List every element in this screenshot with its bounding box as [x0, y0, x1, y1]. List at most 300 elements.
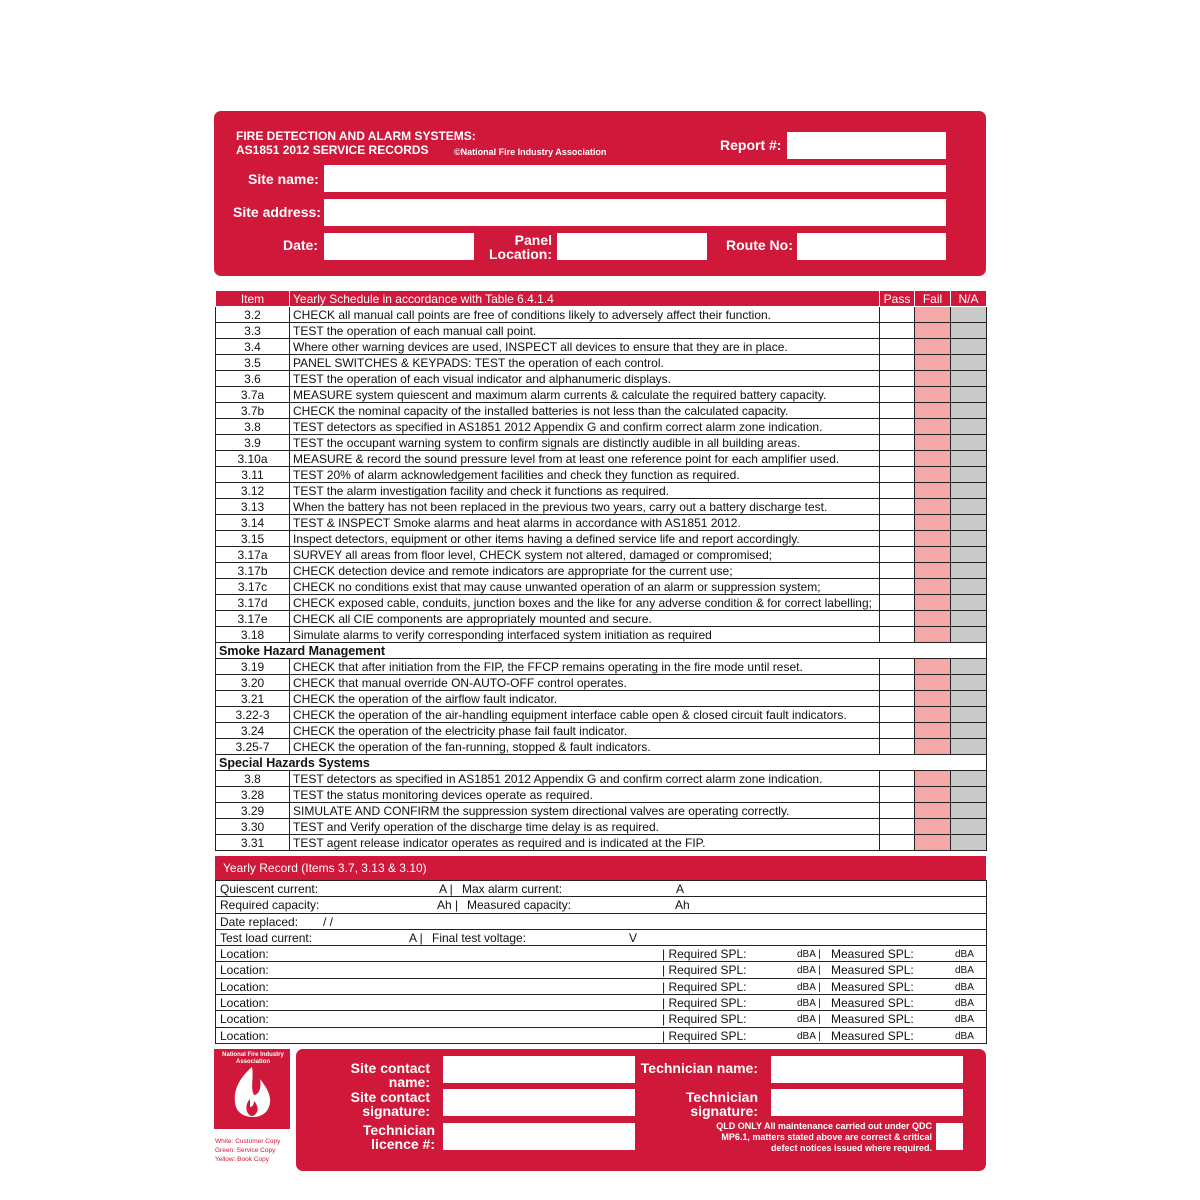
table-row — [216, 307, 987, 323]
fail-checkbox[interactable] — [915, 531, 951, 547]
item-cell: 3.8 — [216, 771, 290, 787]
yearly-record-table — [215, 880, 987, 1044]
qld-checkbox[interactable] — [936, 1123, 963, 1150]
table-row — [216, 403, 987, 419]
na-checkbox[interactable] — [951, 355, 987, 371]
item-cell: 3.18 — [216, 627, 290, 643]
description-cell: SURVEY all areas from floor level, CHECK system not altered, damaged or compromised; — [290, 547, 880, 563]
measured-spl-label: Measured SPL: — [831, 1012, 914, 1027]
table-row — [216, 531, 987, 547]
pass-checkbox[interactable] — [880, 563, 915, 579]
pass-checkbox[interactable] — [880, 307, 915, 323]
pass-checkbox[interactable] — [880, 323, 915, 339]
fail-checkbox[interactable] — [915, 419, 951, 435]
col-na: N/A — [951, 291, 987, 307]
item-cell: 3.24 — [216, 723, 290, 739]
table-header-row — [216, 291, 987, 307]
description-cell: CHECK exposed cable, conduits, junction boxes and the like for any adverse condition & for correct labelling; — [290, 595, 880, 611]
na-checkbox[interactable] — [951, 531, 987, 547]
pass-checkbox[interactable] — [880, 451, 915, 467]
item-cell: 3.3 — [216, 323, 290, 339]
fail-checkbox[interactable] — [915, 723, 951, 739]
pass-checkbox[interactable] — [880, 659, 915, 675]
na-checkbox[interactable] — [951, 435, 987, 451]
measured-capacity-label: Measured capacity: — [467, 898, 572, 913]
unit-ah-end: Ah — [675, 898, 690, 913]
copy-green: Green: Service Copy — [215, 1147, 276, 1154]
fail-checkbox[interactable] — [915, 387, 951, 403]
site-contact-name-input[interactable] — [443, 1056, 635, 1083]
pass-checkbox[interactable] — [880, 483, 915, 499]
item-cell: 3.4 — [216, 339, 290, 355]
route-label: Route No: — [726, 237, 793, 253]
item-cell: 3.7a — [216, 387, 290, 403]
date-label: Date: — [283, 237, 319, 253]
na-checkbox[interactable] — [951, 579, 987, 595]
measured-spl-label: Measured SPL: — [831, 979, 914, 994]
fail-checkbox[interactable] — [915, 819, 951, 835]
title-line-2: AS1851 2012 SERVICE RECORDS — [236, 143, 429, 157]
fail-checkbox[interactable] — [915, 579, 951, 595]
table-row — [216, 659, 987, 675]
location-label: Location: — [220, 996, 269, 1011]
pass-checkbox[interactable] — [880, 499, 915, 515]
fail-checkbox[interactable] — [915, 307, 951, 323]
description-cell: CHECK all CIE components are appropriately mounted and secure. — [290, 611, 880, 627]
na-checkbox[interactable] — [951, 739, 987, 755]
fail-checkbox[interactable] — [915, 803, 951, 819]
item-cell: 3.17c — [216, 579, 290, 595]
yearly-record-header — [215, 856, 986, 880]
description-cell: CHECK that after initiation from the FIP, the FFCP remains operating in the fire mode until reset. — [290, 659, 880, 675]
description-cell: CHECK the operation of the air-handling equipment interface cable open & closed circuit fault indicators. — [290, 707, 880, 723]
pass-checkbox[interactable] — [880, 819, 915, 835]
na-checkbox[interactable] — [951, 483, 987, 499]
pass-checkbox[interactable] — [880, 515, 915, 531]
na-checkbox[interactable] — [951, 419, 987, 435]
technician-name-input[interactable] — [771, 1056, 963, 1083]
item-cell: 3.25-7 — [216, 739, 290, 755]
dba-unit: dBA | — [797, 949, 821, 961]
pass-checkbox[interactable] — [880, 723, 915, 739]
description-cell: CHECK the operation of the electricity phase fail fault indicator. — [290, 723, 880, 739]
fail-checkbox[interactable] — [915, 787, 951, 803]
unit-a-2: A | — [409, 930, 423, 945]
location-row — [216, 946, 987, 962]
site-name-label: Site name: — [248, 171, 319, 187]
qld-statement: QLD ONLY All maintenance carried out under QDC MP6.1, matters stated above are correct & critical defect notices issued where required. — [716, 1121, 932, 1153]
na-checkbox[interactable] — [951, 451, 987, 467]
item-cell: 3.7b — [216, 403, 290, 419]
description-cell: TEST the alarm investigation facility and check it functions as required. — [290, 483, 880, 499]
fail-checkbox[interactable] — [915, 611, 951, 627]
item-cell: 3.12 — [216, 483, 290, 499]
item-cell: 3.19 — [216, 659, 290, 675]
technician-signature-label: Technician signature: — [685, 1089, 758, 1119]
na-checkbox[interactable] — [951, 803, 987, 819]
required-spl-label: | Required SPL: — [662, 1028, 747, 1043]
table-row — [216, 483, 987, 499]
na-checkbox[interactable] — [951, 595, 987, 611]
description-cell: MEASURE & record the sound pressure level from at least one reference point for each amplifier used. — [290, 451, 880, 467]
col-description: Yearly Schedule in accordance with Table 6.4.1.4 — [290, 291, 880, 307]
item-cell: 3.8 — [216, 419, 290, 435]
nfia-logo — [214, 1049, 290, 1129]
na-checkbox[interactable] — [951, 323, 987, 339]
table-row — [216, 771, 987, 787]
table-row — [216, 515, 987, 531]
panel-location-label: Panel Location: — [489, 232, 552, 262]
description-cell: TEST detectors as specified in AS1851 2012 Appendix G and confirm correct alarm zone indication. — [290, 771, 880, 787]
table-row — [216, 499, 987, 515]
table-row — [216, 611, 987, 627]
copyright: ©National Fire Industry Association — [454, 147, 607, 157]
description-cell: TEST the operation of each visual indicator and alphanumeric displays. — [290, 371, 880, 387]
site-contact-signature-input[interactable] — [443, 1089, 635, 1116]
description-cell: MEASURE system quiescent and maximum alarm currents & calculate the required battery capacity. — [290, 387, 880, 403]
description-cell: CHECK all manual call points are free of conditions likely to adversely affect their function. — [290, 307, 880, 323]
title-line-1: FIRE DETECTION AND ALARM SYSTEMS: — [236, 129, 476, 143]
table-row — [216, 739, 987, 755]
site-contact-signature-label: Site contact signature: — [350, 1089, 430, 1119]
na-checkbox[interactable] — [951, 787, 987, 803]
technician-signature-input[interactable] — [771, 1089, 963, 1116]
table-row — [216, 691, 987, 707]
pass-checkbox[interactable] — [880, 739, 915, 755]
pass-checkbox[interactable] — [880, 547, 915, 563]
pass-checkbox[interactable] — [880, 835, 915, 851]
na-checkbox[interactable] — [951, 611, 987, 627]
location-cell[interactable] — [216, 978, 987, 994]
description-cell: CHECK the nominal capacity of the installed batteries is not less than the calculated capacity. — [290, 403, 880, 419]
location-row — [216, 995, 987, 1011]
table-row — [216, 451, 987, 467]
table-row — [216, 723, 987, 739]
na-checkbox[interactable] — [951, 723, 987, 739]
description-cell: TEST 20% of alarm acknowledgement facilities and check they function as required. — [290, 467, 880, 483]
fail-checkbox[interactable] — [915, 627, 951, 643]
measured-spl-label: Measured SPL: — [831, 1028, 914, 1043]
special-section-heading: Special Hazards Systems — [216, 755, 987, 771]
pass-checkbox[interactable] — [880, 803, 915, 819]
na-checkbox[interactable] — [951, 659, 987, 675]
dba-unit-end: dBA — [955, 1014, 974, 1026]
location-cell[interactable] — [216, 1011, 987, 1027]
table-row — [216, 467, 987, 483]
location-row — [216, 1027, 987, 1043]
fail-checkbox[interactable] — [915, 691, 951, 707]
item-cell: 3.30 — [216, 819, 290, 835]
quiescent-row — [216, 881, 987, 897]
location-cell[interactable] — [216, 962, 987, 978]
required-spl-label: | Required SPL: — [662, 979, 747, 994]
pass-checkbox[interactable] — [880, 403, 915, 419]
description-cell: TEST agent release indicator operates as required and is indicated at the FIP. — [290, 835, 880, 851]
report-label: Report #: — [720, 137, 782, 153]
description-cell: TEST the status monitoring devices operate as required. — [290, 787, 880, 803]
table-row — [216, 547, 987, 563]
logo-country: Australia — [264, 1124, 290, 1130]
unit-v: V — [629, 930, 638, 945]
technician-name-label: Technician name: — [640, 1060, 758, 1076]
fail-checkbox[interactable] — [915, 675, 951, 691]
pass-checkbox[interactable] — [880, 595, 915, 611]
description-cell: CHECK the operation of the fan-running, stopped & fault indicators. — [290, 739, 880, 755]
na-checkbox[interactable] — [951, 339, 987, 355]
pass-checkbox[interactable] — [880, 531, 915, 547]
item-cell: 3.21 — [216, 691, 290, 707]
smoke-section-heading: Smoke Hazard Management — [216, 643, 987, 659]
smoke-section-row — [216, 643, 987, 659]
required-spl-label: | Required SPL: — [662, 996, 747, 1011]
logo-text: National Fire Industry Association — [222, 1052, 284, 1065]
table-row — [216, 563, 987, 579]
description-cell: Where other warning devices are used, INSPECT all devices to ensure that they are in place. — [290, 339, 880, 355]
na-checkbox[interactable] — [951, 307, 987, 323]
table-row — [216, 707, 987, 723]
copy-white: White: Customer Copy — [215, 1138, 281, 1145]
site-contact-name-label: Site contact name: — [350, 1060, 430, 1090]
form-title — [236, 129, 476, 157]
item-cell: 3.10a — [216, 451, 290, 467]
pass-checkbox[interactable] — [880, 419, 915, 435]
pass-checkbox[interactable] — [880, 611, 915, 627]
na-checkbox[interactable] — [951, 627, 987, 643]
quiescent-label: Quiescent current: — [220, 882, 319, 896]
description-cell: CHECK no conditions exist that may cause unwanted operation of an alarm or suppression system; — [290, 579, 880, 595]
required-capacity-label: Required capacity: — [220, 898, 320, 913]
required-spl-label: | Required SPL: — [662, 963, 747, 978]
na-checkbox[interactable] — [951, 819, 987, 835]
item-cell: 3.17b — [216, 563, 290, 579]
special-section-row — [216, 755, 987, 771]
col-pass: Pass — [880, 291, 915, 307]
fail-checkbox[interactable] — [915, 483, 951, 499]
na-checkbox[interactable] — [951, 675, 987, 691]
table-row — [216, 387, 987, 403]
table-row — [216, 579, 987, 595]
test-load-row — [216, 929, 987, 945]
item-cell: 3.9 — [216, 435, 290, 451]
location-cell[interactable] — [216, 1027, 987, 1043]
table-row — [216, 787, 987, 803]
fail-checkbox[interactable] — [915, 547, 951, 563]
dba-unit-end: dBA — [955, 1030, 974, 1042]
item-cell: 3.15 — [216, 531, 290, 547]
description-cell: Inspect detectors, equipment or other items having a defined service life and report accordingly. — [290, 531, 880, 547]
final-voltage-label: Final test voltage: — [432, 930, 527, 945]
na-checkbox[interactable] — [951, 835, 987, 851]
pass-checkbox[interactable] — [880, 771, 915, 787]
yearly-schedule-table — [215, 290, 987, 851]
table-row — [216, 339, 987, 355]
required-spl-label: | Required SPL: — [662, 947, 747, 962]
panel-location-input[interactable] — [557, 233, 707, 260]
measured-spl-label: Measured SPL: — [831, 963, 914, 978]
unit-a-end: A — [676, 882, 685, 896]
pass-checkbox[interactable] — [880, 787, 915, 803]
required-spl-label: | Required SPL: — [662, 1012, 747, 1027]
fail-checkbox[interactable] — [915, 467, 951, 483]
pass-checkbox[interactable] — [880, 675, 915, 691]
pass-checkbox[interactable] — [880, 387, 915, 403]
description-cell: CHECK that manual override ON-AUTO-OFF control operates. — [290, 675, 880, 691]
description-cell: TEST detectors as specified in AS1851 2012 Appendix G and confirm correct alarm zone indication. — [290, 419, 880, 435]
na-checkbox[interactable] — [951, 771, 987, 787]
unit-ah: Ah | — [437, 898, 459, 913]
fail-checkbox[interactable] — [915, 771, 951, 787]
item-cell: 3.14 — [216, 515, 290, 531]
location-row — [216, 978, 987, 994]
site-name-input[interactable] — [324, 165, 946, 192]
fail-checkbox[interactable] — [915, 323, 951, 339]
signature-panel — [296, 1049, 986, 1171]
location-cell[interactable] — [216, 995, 987, 1011]
dba-unit-end: dBA — [955, 998, 974, 1010]
capacity-row — [216, 897, 987, 913]
route-input[interactable] — [797, 233, 946, 260]
na-checkbox[interactable] — [951, 547, 987, 563]
fail-checkbox[interactable] — [915, 355, 951, 371]
na-checkbox[interactable] — [951, 563, 987, 579]
date-replaced-row — [216, 913, 987, 929]
table-row — [216, 675, 987, 691]
description-cell: When the battery has not been replaced in the previous two years, carry out a battery discharge test. — [290, 499, 880, 515]
fail-checkbox[interactable] — [915, 339, 951, 355]
item-cell: 3.22-3 — [216, 707, 290, 723]
copy-yellow: Yellow: Book Copy — [215, 1156, 269, 1163]
na-checkbox[interactable] — [951, 515, 987, 531]
location-label: Location: — [220, 1028, 269, 1043]
location-row — [216, 1011, 987, 1027]
dba-unit-end: dBA — [955, 949, 974, 961]
date-input[interactable] — [324, 233, 474, 260]
dba-unit: dBA | — [797, 981, 821, 993]
fail-checkbox[interactable] — [915, 739, 951, 755]
description-cell: TEST & INSPECT Smoke alarms and heat alarms in accordance with AS1851 2012. — [290, 515, 880, 531]
fail-checkbox[interactable] — [915, 515, 951, 531]
date-separators: / / — [323, 914, 334, 929]
pass-checkbox[interactable] — [880, 579, 915, 595]
fail-checkbox[interactable] — [915, 563, 951, 579]
site-address-input[interactable] — [324, 199, 946, 226]
table-row — [216, 323, 987, 339]
description-cell: CHECK the operation of the airflow fault indicator. — [290, 691, 880, 707]
table-row — [216, 419, 987, 435]
flame-icon — [214, 1049, 290, 1129]
table-row — [216, 355, 987, 371]
description-cell: TEST the operation of each manual call point. — [290, 323, 880, 339]
table-row — [216, 595, 987, 611]
na-checkbox[interactable] — [951, 371, 987, 387]
dba-unit-end: dBA — [955, 965, 974, 977]
item-cell: 3.5 — [216, 355, 290, 371]
item-cell: 3.31 — [216, 835, 290, 851]
fail-checkbox[interactable] — [915, 451, 951, 467]
fail-checkbox[interactable] — [915, 435, 951, 451]
na-checkbox[interactable] — [951, 387, 987, 403]
table-row — [216, 627, 987, 643]
yearly-record-title: Yearly Record (Items 3.7, 3.13 & 3.10) — [223, 861, 427, 875]
description-cell: TEST the occupant warning system to confirm signals are distinctly audible in all building areas. — [290, 435, 880, 451]
pass-checkbox[interactable] — [880, 355, 915, 371]
location-label: Location: — [220, 1012, 269, 1027]
item-cell: 3.2 — [216, 307, 290, 323]
na-checkbox[interactable] — [951, 467, 987, 483]
pass-checkbox[interactable] — [880, 339, 915, 355]
item-cell: 3.28 — [216, 787, 290, 803]
na-checkbox[interactable] — [951, 403, 987, 419]
table-row — [216, 435, 987, 451]
item-cell: 3.11 — [216, 467, 290, 483]
description-cell: Simulate alarms to verify corresponding interfaced system initiation as required — [290, 627, 880, 643]
table-row — [216, 371, 987, 387]
technician-licence-label: Technician licence #: — [362, 1122, 435, 1152]
report-number-input[interactable] — [787, 132, 946, 159]
pass-checkbox[interactable] — [880, 627, 915, 643]
measured-spl-label: Measured SPL: — [831, 996, 914, 1011]
max-alarm-label: Max alarm current: — [462, 882, 563, 896]
pass-checkbox[interactable] — [880, 707, 915, 723]
item-cell: 3.6 — [216, 371, 290, 387]
fail-checkbox[interactable] — [915, 707, 951, 723]
table-row — [216, 803, 987, 819]
dba-unit: dBA | — [797, 1030, 821, 1042]
measured-spl-label: Measured SPL: — [831, 947, 914, 962]
item-cell: 3.17d — [216, 595, 290, 611]
item-cell: 3.13 — [216, 499, 290, 515]
fail-checkbox[interactable] — [915, 595, 951, 611]
pass-checkbox[interactable] — [880, 467, 915, 483]
location-label: Location: — [220, 979, 269, 994]
na-checkbox[interactable] — [951, 707, 987, 723]
table-row — [216, 819, 987, 835]
pass-checkbox[interactable] — [880, 435, 915, 451]
table-row — [216, 835, 987, 851]
location-label: Location: — [220, 947, 269, 962]
pass-checkbox[interactable] — [880, 691, 915, 707]
dba-unit: dBA | — [797, 1014, 821, 1026]
date-replaced-label: Date replaced: — [220, 914, 299, 929]
description-cell: CHECK detection device and remote indicators are appropriate for the current use; — [290, 563, 880, 579]
location-row — [216, 962, 987, 978]
item-cell: 3.29 — [216, 803, 290, 819]
na-checkbox[interactable] — [951, 499, 987, 515]
dba-unit: dBA | — [797, 965, 821, 977]
technician-licence-input[interactable] — [443, 1123, 635, 1150]
fail-checkbox[interactable] — [915, 835, 951, 851]
item-cell: 3.20 — [216, 675, 290, 691]
description-cell: PANEL SWITCHES & KEYPADS: TEST the operation of each control. — [290, 355, 880, 371]
fail-checkbox[interactable] — [915, 403, 951, 419]
col-fail: Fail — [915, 291, 951, 307]
location-cell[interactable] — [216, 946, 987, 962]
item-cell: 3.17a — [216, 547, 290, 563]
na-checkbox[interactable] — [951, 691, 987, 707]
fail-checkbox[interactable] — [915, 371, 951, 387]
description-cell: TEST and Verify operation of the discharge time delay is as required. — [290, 819, 880, 835]
fail-checkbox[interactable] — [915, 499, 951, 515]
fail-checkbox[interactable] — [915, 659, 951, 675]
item-cell: 3.17e — [216, 611, 290, 627]
col-item: Item — [216, 291, 290, 307]
header-panel — [214, 111, 986, 276]
unit-a: A | — [439, 882, 453, 896]
dba-unit-end: dBA — [955, 981, 974, 993]
description-cell: SIMULATE AND CONFIRM the suppression system directional valves are operating correctly. — [290, 803, 880, 819]
pass-checkbox[interactable] — [880, 371, 915, 387]
test-load-label: Test load current: — [220, 930, 313, 945]
